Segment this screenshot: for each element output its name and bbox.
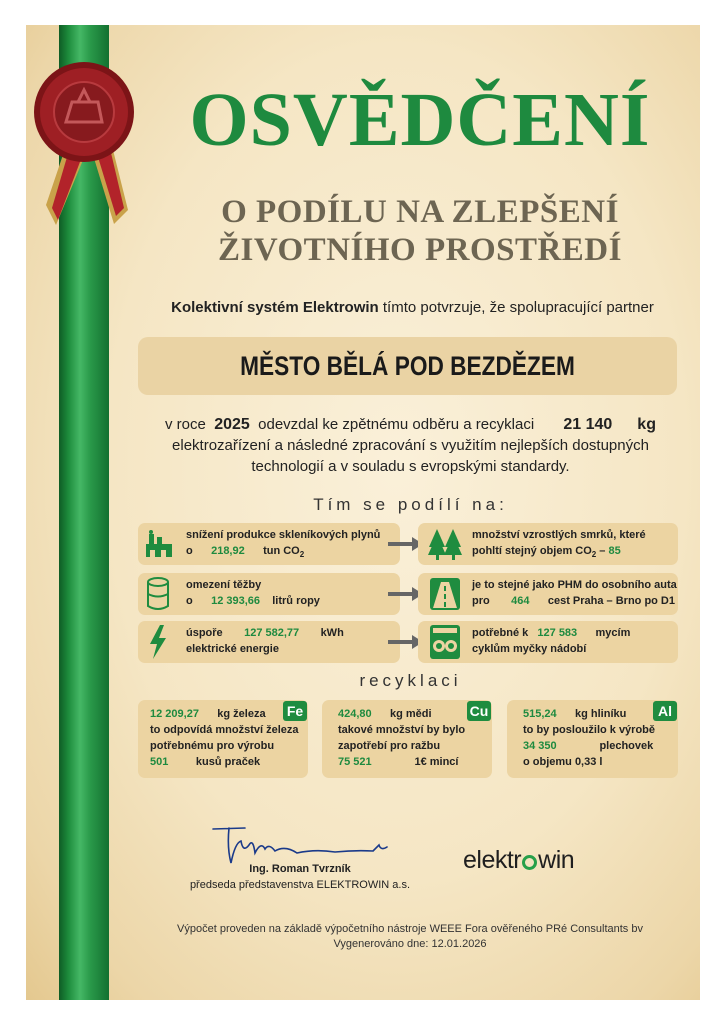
iron-value: 12 209,27: [150, 708, 199, 720]
aluminium-unit: kg hliníku: [575, 708, 627, 720]
recycling-heading: recyklaci: [359, 671, 462, 690]
iron-line-2: to odpovídá množství železa: [150, 724, 299, 736]
trees-label-2: pohltí stejný objem CO: [472, 545, 592, 557]
benefit-emissions-prefix: o: [186, 545, 193, 557]
benefit-energy-text: [186, 625, 344, 657]
trees-dash: –: [596, 545, 609, 557]
energy-value: 127 582,77: [244, 627, 300, 639]
aluminium-value: 515,24: [523, 708, 557, 720]
trees-label-sub: 2: [591, 550, 597, 560]
copper-symbol: Cu: [467, 701, 491, 721]
coins-unit: 1€ mincí: [414, 756, 459, 768]
cans-unit: plechovek: [599, 740, 654, 752]
copper-line-3: zapotřebí pro ražbu: [338, 740, 441, 752]
statement-text: [138, 414, 683, 477]
dishwasher-label-2: cyklům myčky nádobí: [472, 643, 587, 655]
copper-line-2: takové množství by bylo: [338, 724, 466, 736]
benefit-emissions-text: [186, 527, 380, 563]
energy-unit: kWh: [320, 627, 344, 639]
signer-name: Ing. Roman Tvrzník: [249, 863, 351, 875]
logo-text-1: elektr: [463, 846, 522, 874]
aluminium-symbol: Al: [653, 701, 677, 721]
intro-text: [130, 299, 695, 316]
dishwasher-suffix: mycím: [595, 627, 631, 639]
statement-mid: odevzdal ke zpětnému odběru a recyklaci: [258, 416, 535, 433]
trees-value: 85: [608, 545, 621, 557]
benefit-trees-text: [472, 527, 646, 563]
logo-ring-icon: [522, 855, 537, 870]
statement-year: 2025: [214, 416, 250, 433]
energy-label: úspoře: [186, 627, 223, 639]
benefit-dishwasher-text: [472, 625, 630, 657]
factory-icon: [144, 530, 174, 558]
elektrowin-logo: [463, 846, 574, 875]
coins-value: 75 521: [338, 756, 372, 768]
subtitle-line-1: O PODÍLU NA ZLEPŠENÍ: [221, 194, 619, 230]
signer-block: [180, 861, 420, 893]
iron-symbol: Fe: [283, 701, 307, 721]
cans-value: 34 350: [523, 740, 557, 752]
statement-line-2: elektrozařízení a následné zpracování s využitím nejlepších dostupných: [172, 437, 649, 454]
benefit-emissions-label: snížení produkce skleníkových plynů: [186, 529, 381, 541]
oil-prefix: o: [186, 595, 193, 607]
benefit-oil-text: [186, 577, 320, 609]
footer-note: [160, 922, 660, 952]
subtitle-line-2: ŽIVOTNÍHO PROSTŘEDÍ: [217, 232, 622, 268]
emissions-unit: tun CO: [263, 545, 300, 557]
iron-line-3: potřebnému pro výrobu: [150, 740, 275, 752]
aluminium-line-4: o objemu 0,33 l: [523, 756, 603, 768]
dishwasher-icon: [430, 625, 460, 659]
energy-label-2: elektrické energie: [186, 643, 279, 655]
recycling-iron-text: [150, 706, 299, 770]
aluminium-line-2: to by posloužilo k výrobě: [523, 724, 656, 736]
statement-line-3: technologií a v souladu s evropskými standardy.: [251, 458, 570, 475]
signer-role: předseda představenstva ELEKTROWIN a.s.: [189, 879, 411, 891]
dishwasher-prefix: potřebné k: [472, 627, 529, 639]
certificate-subtitle: [140, 193, 700, 269]
recycling-copper-text: [338, 706, 465, 770]
oil-value: 12 393,66: [211, 595, 261, 607]
car-prefix: pro: [472, 595, 490, 607]
footer-date: Vygenerováno dne: 12.01.2026: [333, 938, 487, 950]
copper-value: 424,80: [338, 708, 372, 720]
iron-unit: kg železa: [217, 708, 266, 720]
intro-rest: tímto potvrzuje, že spolupracující partner: [378, 299, 654, 316]
emissions-unit-sub: 2: [299, 550, 305, 560]
car-value: 464: [511, 595, 530, 607]
recycling-aluminium-text: [523, 706, 655, 770]
wax-seal-icon: [28, 40, 138, 230]
emissions-value: 218,92: [211, 545, 245, 557]
statement-unit: kg: [637, 416, 656, 433]
trees-icon: [428, 527, 462, 561]
logo-text-2: win: [538, 846, 575, 874]
lightning-icon: [148, 625, 168, 659]
washers-unit: kusů praček: [195, 756, 261, 768]
share-heading: Tím se podílí na:: [313, 495, 508, 514]
trees-label: množství vzrostlých smrků, které: [472, 529, 646, 541]
partner-name: MĚSTO BĚLÁ POD BEZDĚZEM: [240, 351, 575, 381]
benefit-car-text: [472, 577, 677, 609]
highway-icon: [430, 578, 460, 610]
copper-unit: kg mědi: [390, 708, 432, 720]
oil-unit: litrů ropy: [272, 595, 320, 607]
car-suffix: cest Praha – Brno po D1: [547, 595, 675, 607]
statement-lead: v roce: [165, 416, 206, 433]
dishwasher-value: 127 583: [537, 627, 578, 639]
oil-label: omezení těžby: [186, 579, 262, 591]
barrel-icon: [146, 577, 170, 611]
statement-amount: 21 140: [563, 416, 613, 433]
certificate-title: OSVĚDČENÍ: [189, 78, 651, 162]
car-label: je to stejné jako PHM do osobního auta: [472, 579, 677, 591]
issuer-name: Kolektivní systém Elektrowin: [171, 299, 379, 316]
washers-value: 501: [150, 756, 169, 768]
footer-line-1: Výpočet proveden na základě výpočetního nástroje WEEE Fora ověřeného PRé Consultants bv: [177, 923, 643, 935]
